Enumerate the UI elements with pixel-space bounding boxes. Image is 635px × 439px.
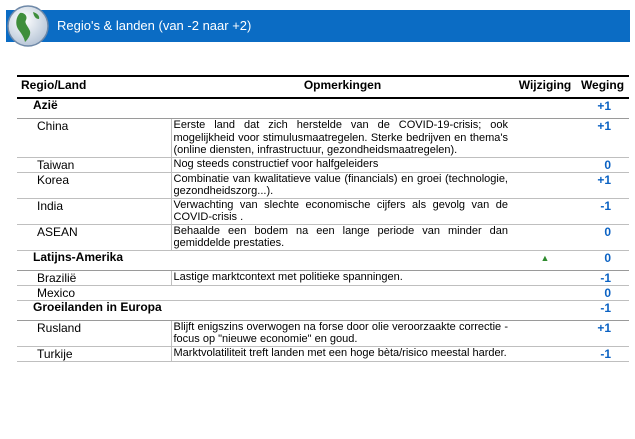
table-row (17, 119, 629, 158)
weight-value: 0 (576, 224, 629, 250)
table-row (17, 320, 629, 346)
change-indicator (514, 300, 576, 320)
table-row (17, 224, 629, 250)
comment: Behaalde een bodem na een lange periode van minder dan gemiddelde prestaties. (171, 224, 514, 250)
region-name: Mexico (17, 285, 171, 300)
header-weight: Weging (576, 76, 629, 98)
table-row (17, 300, 629, 320)
region-name: Taiwan (17, 157, 171, 172)
table-row (17, 98, 629, 119)
comment: Marktvolatiliteit treft landen met een hoge bèta/risico meestal harder. (171, 346, 514, 361)
table-row (17, 346, 629, 361)
region-name: ASEAN (17, 224, 171, 250)
comment: Lastige marktcontext met politieke spanningen. (171, 270, 514, 285)
header-region: Regio/Land (17, 76, 171, 98)
comment (171, 300, 514, 320)
change-indicator (514, 270, 576, 285)
weight-value: +1 (576, 119, 629, 158)
region-name: Korea (17, 172, 171, 198)
weight-value: +1 (576, 172, 629, 198)
weight-value: 0 (576, 157, 629, 172)
comment: Nog steeds constructief voor halfgeleiders (171, 157, 514, 172)
comment: Blijft enigszins overwogen na forse door olie veroorzaakte correctie - focus op "nieuwe economie" en goud. (171, 320, 514, 346)
weight-value: -1 (576, 346, 629, 361)
weight-value: +1 (576, 320, 629, 346)
comment: Verwachting van slechte economische cijfers als gevolg van de COVID-crisis . (171, 198, 514, 224)
comment: Combinatie van kwalitatieve value (financials) en groei (technologie, gezondheidszorg...). (171, 172, 514, 198)
change-indicator (514, 119, 576, 158)
table-row (17, 270, 629, 285)
change-indicator (514, 320, 576, 346)
table-row (17, 285, 629, 300)
comment: Eerste land dat zich herstelde van de COVID-19-crisis; ook mogelijkheid voor stimulusmaatregelen. Sterke bedrijven en thema's (online diensten, infrastructuur, gezondheidsmaatregelen). (171, 119, 514, 158)
weight-value: -1 (576, 270, 629, 285)
header-change: Wijziging (514, 76, 576, 98)
change-indicator (514, 98, 576, 119)
change-indicator (514, 157, 576, 172)
table-header (17, 76, 629, 98)
table-row (17, 250, 629, 270)
comment (171, 250, 514, 270)
region-name: Latijns-Amerika (17, 250, 171, 270)
region-name: Brazilië (17, 270, 171, 285)
region-name: Turkije (17, 346, 171, 361)
page-title: Regio's & landen (van -2 naar +2) (57, 18, 252, 33)
change-indicator (514, 224, 576, 250)
comment (171, 285, 514, 300)
change-indicator (514, 285, 576, 300)
change-indicator (514, 198, 576, 224)
weight-value: -1 (576, 300, 629, 320)
up-triangle-icon: ▲ (514, 250, 576, 270)
weight-value: +1 (576, 98, 629, 119)
table-row (17, 157, 629, 172)
regions-table (17, 75, 629, 362)
region-name: China (17, 119, 171, 158)
region-name: India (17, 198, 171, 224)
header-banner (6, 10, 630, 42)
table-row (17, 172, 629, 198)
globe-icon (6, 4, 50, 48)
region-name: Rusland (17, 320, 171, 346)
region-name: Azië (17, 98, 171, 119)
weight-value: 0 (576, 285, 629, 300)
header-comments: Opmerkingen (171, 76, 514, 98)
weight-value: 0 (576, 250, 629, 270)
table-row (17, 198, 629, 224)
change-indicator (514, 172, 576, 198)
change-indicator (514, 346, 576, 361)
region-name: Groeilanden in Europa (17, 300, 171, 320)
weight-value: -1 (576, 198, 629, 224)
comment (171, 98, 514, 119)
